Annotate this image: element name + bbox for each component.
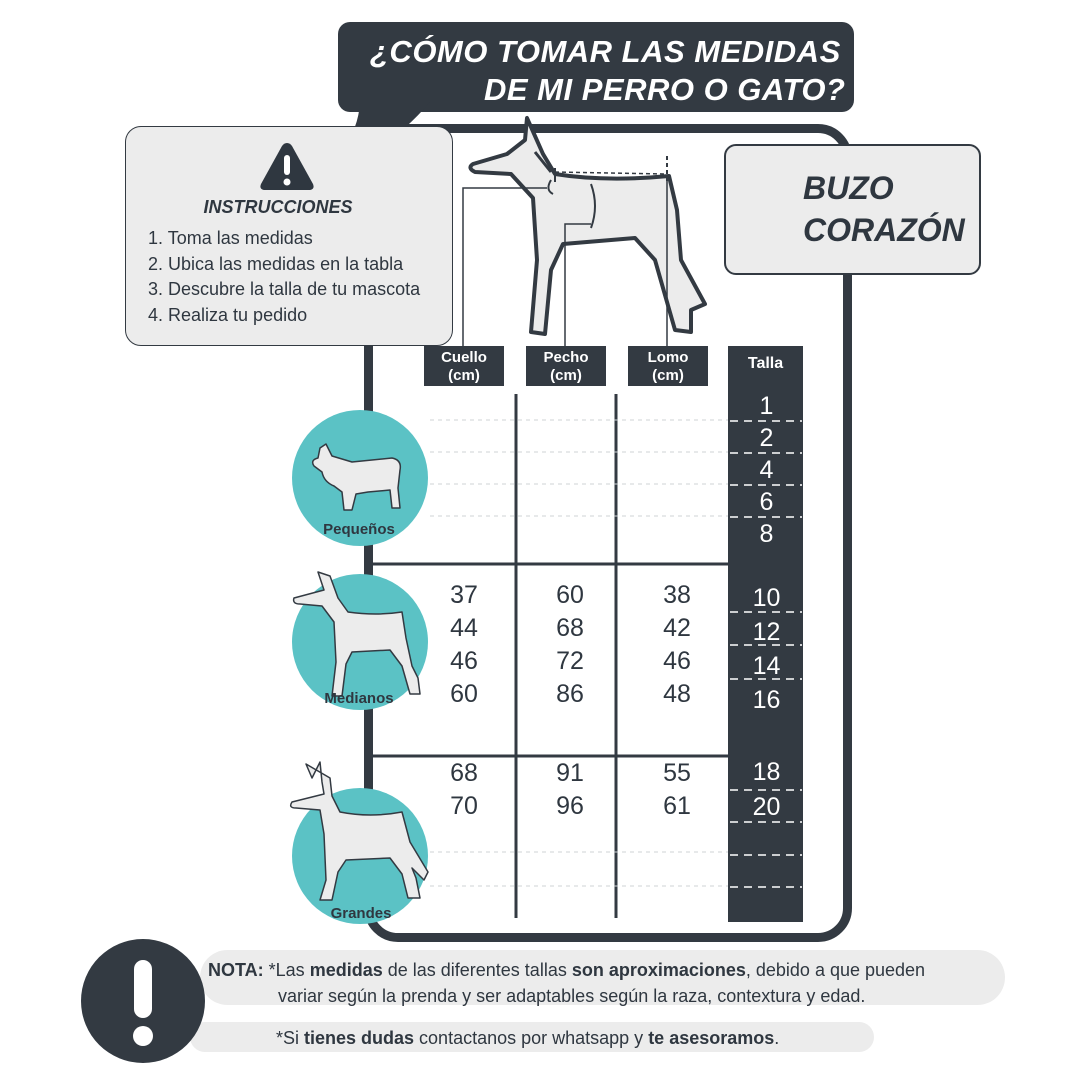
page-title-line-1: ¿CÓMO TOMAR LAS MEDIDAS <box>370 34 841 69</box>
product-name-line-1: BUZO <box>803 170 894 206</box>
note-text: , debido a que pueden <box>745 960 926 980</box>
pecho-value: 60 <box>556 581 584 609</box>
dog-measurement-illustration <box>455 110 735 350</box>
column-header-pecho <box>526 346 606 386</box>
talla-value: 8 <box>759 520 774 548</box>
note-line-1 <box>208 957 925 983</box>
pecho-value: 86 <box>556 680 584 708</box>
product-box <box>724 144 981 275</box>
instruction-step: 4. Realiza tu pedido <box>148 304 308 325</box>
note-text: contactanos por whatsapp y <box>414 1028 649 1048</box>
talla-value: 1 <box>759 392 774 420</box>
talla-value: 20 <box>752 793 781 821</box>
talla-value: 10 <box>752 584 781 612</box>
instruction-step: 2. Ubica las medidas en la tabla <box>148 253 404 274</box>
note-text: *Si <box>276 1028 305 1048</box>
instruction-step: 3. Descubre la talla de tu mascota <box>148 279 421 299</box>
lomo-value: 55 <box>663 759 691 787</box>
category-label-medium: Medianos <box>324 690 394 707</box>
cuello-value: 37 <box>450 581 478 609</box>
instructions-heading: INSTRUCCIONES <box>203 197 353 217</box>
column-header-unit: (cm) <box>652 367 684 384</box>
column-header-cuello <box>424 346 504 386</box>
large-dog-icon <box>286 760 436 910</box>
column-header-lomo <box>628 346 708 386</box>
lomo-value: 42 <box>663 614 691 642</box>
instruction-step: 1. Toma las medidas <box>148 228 313 248</box>
lomo-value: 38 <box>663 581 691 609</box>
talla-value: 16 <box>752 686 781 714</box>
column-header-talla: Talla <box>747 355 784 372</box>
note-emphasis: tienes dudas <box>304 1028 415 1048</box>
note-emphasis: medidas <box>309 960 383 980</box>
column-header-unit: (cm) <box>448 367 480 384</box>
note-emphasis: son aproximaciones <box>571 960 746 980</box>
talla-value: 12 <box>752 618 781 646</box>
lomo-value: 61 <box>663 792 691 820</box>
note-label: NOTA: <box>208 960 264 980</box>
category-label-large: Grandes <box>330 905 392 922</box>
pecho-value: 72 <box>556 647 584 675</box>
instructions-list <box>148 226 420 328</box>
exclamation-icon <box>80 938 206 1064</box>
cuello-value: 44 <box>450 614 478 642</box>
column-header-unit: (cm) <box>550 367 582 384</box>
note-emphasis: te asesoramos <box>648 1028 775 1048</box>
warning-icon <box>258 140 316 192</box>
talla-value: 14 <box>752 652 781 680</box>
lomo-value: 48 <box>663 680 691 708</box>
talla-value: 4 <box>759 456 774 484</box>
note-text: de las diferentes tallas <box>382 960 572 980</box>
pecho-value: 96 <box>556 792 584 820</box>
note-text: . <box>774 1028 780 1048</box>
pecho-value: 68 <box>556 614 584 642</box>
category-label-small: Pequeños <box>323 521 395 538</box>
cuello-value: 68 <box>450 759 478 787</box>
column-header-label: Lomo <box>647 349 689 366</box>
note-contact-line <box>276 1025 779 1051</box>
column-header-label: Cuello <box>441 349 487 366</box>
talla-value: 6 <box>759 488 774 516</box>
small-dog-icon <box>304 436 414 520</box>
lomo-value: 46 <box>663 647 691 675</box>
cuello-value: 46 <box>450 647 478 675</box>
page-title-line-2: DE MI PERRO O GATO? <box>484 72 846 107</box>
product-name-line-2: CORAZÓN <box>803 212 965 248</box>
note-text: *Las <box>263 960 310 980</box>
note-line-2: variar según la prenda y ser adaptables según la raza, contextura y edad. <box>278 986 866 1006</box>
column-header-label: Pecho <box>543 349 589 366</box>
cuello-value: 70 <box>450 792 478 820</box>
talla-value: 2 <box>759 424 774 452</box>
pecho-value: 91 <box>556 759 584 787</box>
cuello-value: 60 <box>450 680 478 708</box>
medium-dog-icon <box>290 568 430 708</box>
talla-value: 18 <box>752 758 781 786</box>
